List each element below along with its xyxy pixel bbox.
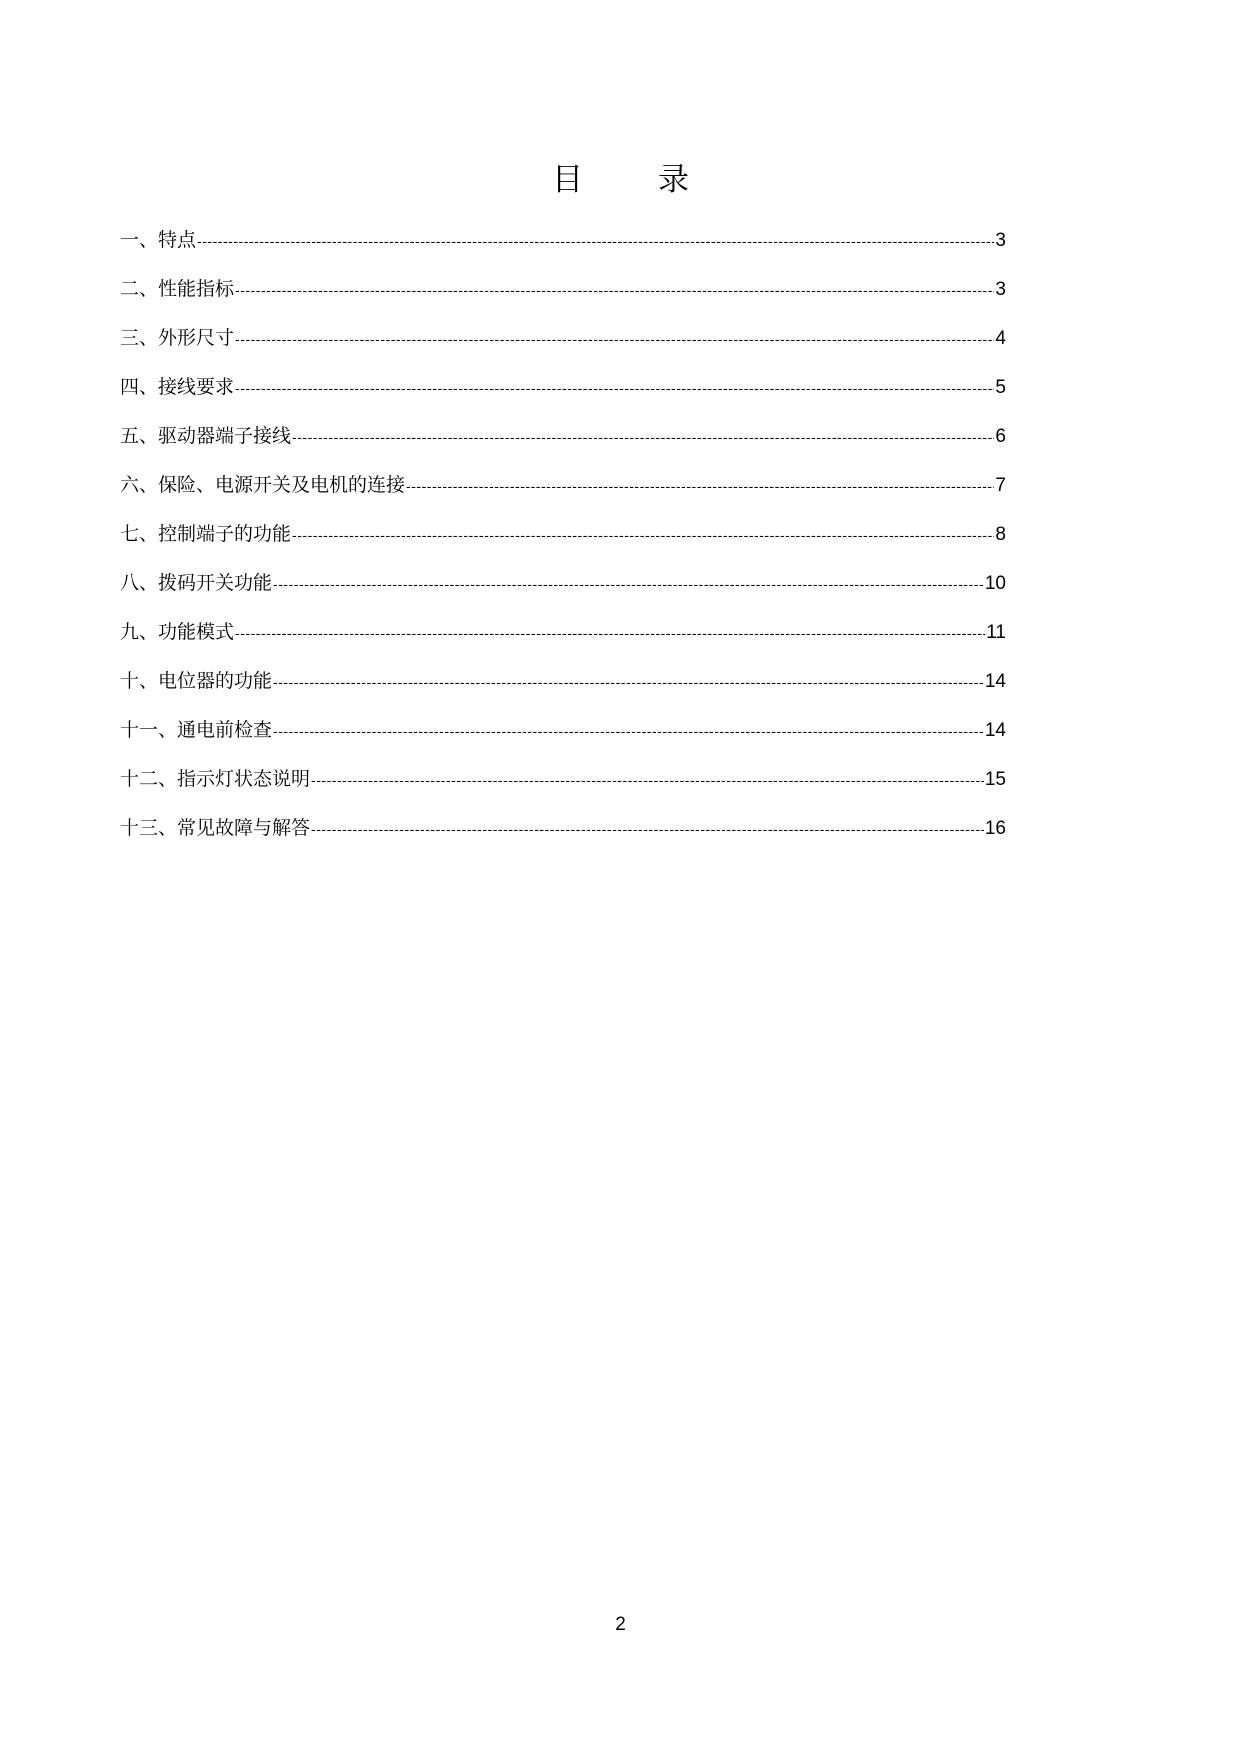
- toc-entry-label: 六、保险、电源开关及电机的连接: [120, 474, 406, 496]
- toc-entry[interactable]: [120, 563, 1006, 612]
- toc-dot-leader: [235, 321, 994, 361]
- toc-entry[interactable]: [120, 514, 1006, 563]
- toc-entry-page: 3: [995, 230, 1006, 251]
- toc-entry-label: 七、控制端子的功能: [120, 523, 292, 545]
- toc-entry-label: 四、接线要求: [120, 376, 235, 398]
- toc-dot-leader: [235, 615, 985, 655]
- toc-dot-leader: [273, 664, 984, 704]
- toc-entry[interactable]: [120, 269, 1006, 318]
- toc-dot-leader: [235, 370, 994, 410]
- toc-entry-page: 14: [984, 671, 1006, 692]
- toc-entry[interactable]: [120, 220, 1006, 269]
- toc-entry-label: 十一、通电前检查: [120, 719, 273, 741]
- toc-entry-page: 14: [984, 720, 1006, 741]
- page-number: 2: [615, 1614, 626, 1635]
- toc-entry-page: 7: [995, 475, 1006, 496]
- toc-entry[interactable]: [120, 612, 1006, 661]
- toc-entry[interactable]: [120, 759, 1006, 808]
- toc-dot-leader: [292, 517, 994, 557]
- toc-entry[interactable]: [120, 367, 1006, 416]
- toc-entry-label: 十、电位器的功能: [120, 670, 273, 692]
- toc-entry-page: 11: [986, 622, 1006, 643]
- toc-entry-label: 一、特点: [120, 229, 197, 251]
- toc-dot-leader: [197, 223, 994, 263]
- toc-entry-label: 十三、常见故障与解答: [120, 817, 311, 839]
- toc-entry[interactable]: [120, 808, 1006, 857]
- toc-entry-page: 15: [984, 769, 1006, 790]
- toc-dot-leader: [273, 566, 984, 606]
- toc-entry-page: 3: [995, 279, 1006, 300]
- toc-dot-leader: [311, 811, 984, 851]
- toc-entry-label: 九、功能模式: [120, 621, 235, 643]
- toc-entry-label: 八、拨码开关功能: [120, 572, 273, 594]
- toc-dot-leader: [406, 468, 994, 508]
- toc-entry-page: 4: [995, 328, 1006, 349]
- toc-entry[interactable]: [120, 661, 1006, 710]
- toc-title: 目 录: [552, 162, 711, 198]
- toc-entry-page: 6: [995, 426, 1006, 447]
- toc-entry[interactable]: [120, 318, 1006, 367]
- toc-dot-leader: [235, 272, 994, 312]
- toc-entry[interactable]: [120, 416, 1006, 465]
- toc-entry-label: 五、驱动器端子接线: [120, 425, 292, 447]
- toc-dot-leader: [311, 762, 984, 802]
- toc-entry-page: 10: [984, 573, 1006, 594]
- toc-entry-page: 8: [995, 524, 1006, 545]
- toc-entry[interactable]: [120, 465, 1006, 514]
- toc-entry-page: 16: [984, 818, 1006, 839]
- toc-entry-label: 二、性能指标: [120, 278, 235, 300]
- toc-entry-label: 十二、指示灯状态说明: [120, 768, 311, 790]
- toc-list: [120, 220, 1006, 857]
- toc-entry-page: 5: [995, 377, 1006, 398]
- toc-dot-leader: [292, 419, 994, 459]
- toc-entry[interactable]: [120, 710, 1006, 759]
- toc-dot-leader: [273, 713, 984, 753]
- toc-entry-label: 三、外形尺寸: [120, 327, 235, 349]
